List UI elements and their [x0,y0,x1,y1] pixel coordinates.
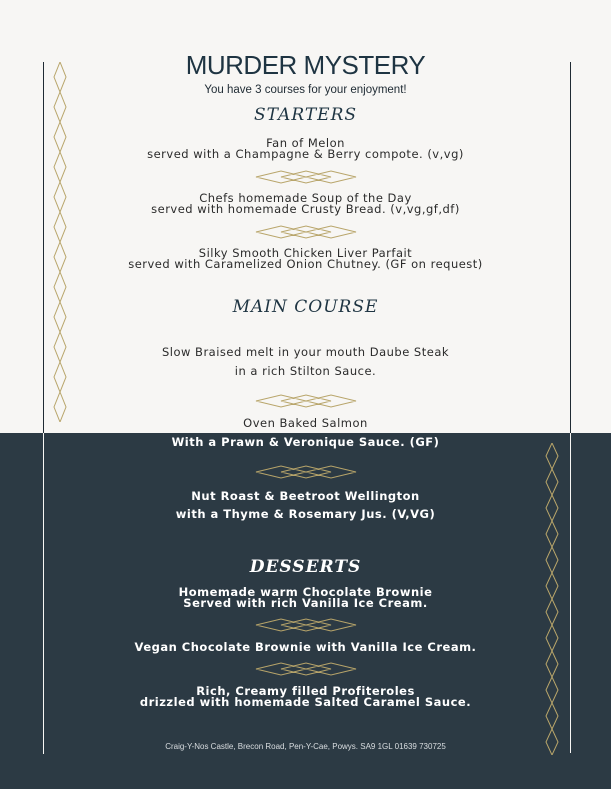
diamond-divider-icon [255,170,357,184]
menu-item [0,686,611,708]
diamond-divider-icon [255,465,357,479]
menu-item [0,193,611,215]
menu-item-description: With a Prawn & Veronique Sauce. (GF) [171,435,440,449]
menu-title: MURDER MYSTERY [185,50,426,80]
menu-item [0,343,611,381]
menu-item-description: in a rich Stilton Sauce. [234,364,377,378]
menu-item-description: served with Caramelized Onion Chutney. (GF on request) [128,257,483,271]
menu-item-name: Silky Smooth Chicken Liver Parfait [198,246,413,260]
menu-item [0,248,611,270]
menu-item-name: Rich, Creamy filled Profiteroles [196,684,415,698]
section-heading-starters: STARTERS [253,105,358,125]
menu-item-name: Chefs homemade Soup of the Day [199,191,412,205]
diamond-divider-icon [255,394,357,408]
venue-address-footer: Craig-Y-Nos Castle, Brecon Road, Pen-Y-Cae, Powys. SA9 1GL 01639 730725 [165,742,446,751]
menu-item-description: drizzled with homemade Salted Caramel Sauce. [139,695,472,709]
menu-item-name: Oven Baked Salmon [243,416,368,430]
menu-item-name: Slow Braised melt in your mouth Daube Steak [161,345,450,359]
menu-item-description: Served with rich Vanilla Ice Cream. [183,596,428,610]
menu-item-description: served with homemade Crusty Bread. (v,vg,gf,df) [151,202,460,216]
menu-item-description: with a Thyme & Rosemary Jus. (V,VG) [175,507,436,521]
menu-item-name: Nut Roast & Beetroot Wellington [191,489,420,503]
menu-item-description: served with a Champagne & Berry compote. (v,vg) [147,147,464,161]
diamond-divider-icon [255,225,357,239]
diamond-divider-icon [255,618,357,632]
section-heading-desserts: DESSERTS [249,557,362,577]
menu-item [0,487,611,523]
diamond-divider-icon [255,662,357,676]
menu-subtitle: You have 3 courses for your enjoyment! [204,84,407,96]
menu-item-name: Fan of Melon [266,136,345,150]
section-heading-main-course: MAIN COURSE [232,297,379,317]
menu-item-name: Vegan Chocolate Brownie with Vanilla Ice Cream. [134,640,477,654]
menu-item [0,138,611,160]
menu-item-name: Homemade warm Chocolate Brownie [178,585,433,599]
menu-item [0,642,611,653]
menu-item [0,587,611,609]
